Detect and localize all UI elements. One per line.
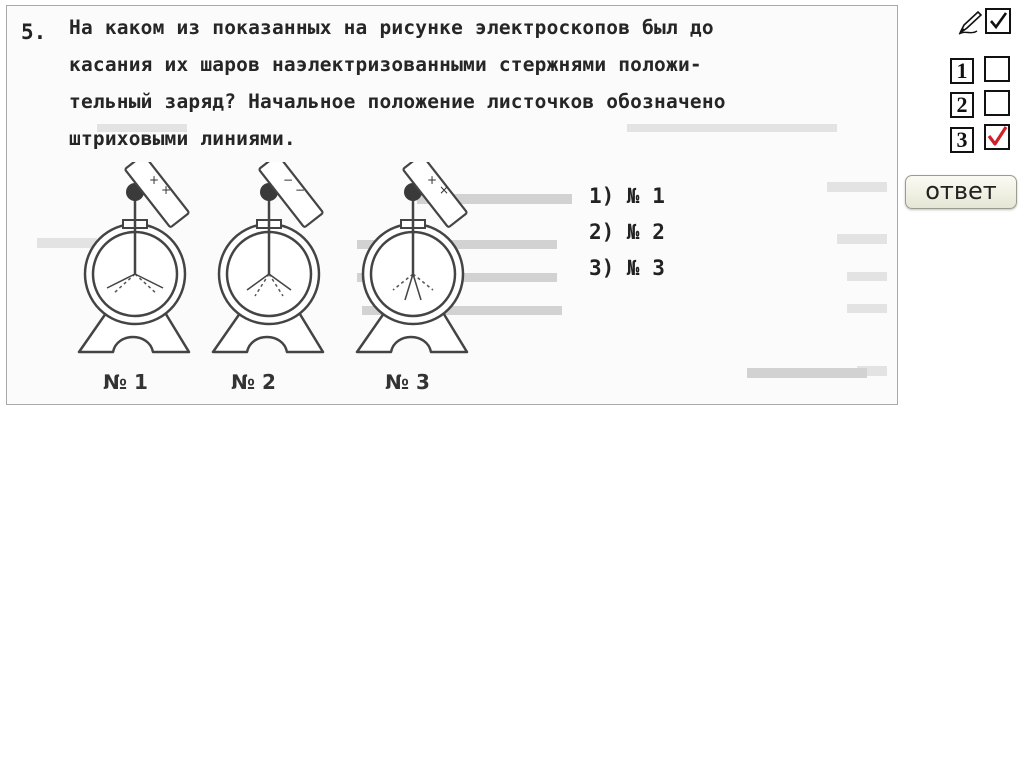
option-1: 1) № 1 — [589, 184, 665, 208]
electroscope-label-2: № 2 — [231, 370, 276, 394]
check-icon — [985, 125, 1009, 149]
option-3: 3) № 3 — [589, 256, 665, 280]
header-checkbox — [985, 8, 1011, 34]
checklist-number-2: 2 — [950, 92, 974, 118]
question-text-line-1: На каком из показанных на рисунке электроскопов был до — [69, 16, 714, 39]
svg-text:×: × — [439, 183, 450, 197]
electroscope-1 — [79, 162, 189, 352]
question-text-line-4: штриховыми линиями. — [69, 127, 296, 150]
check-icon — [987, 10, 1009, 32]
electroscopes-figure — [69, 162, 469, 362]
checklist-checkbox-2[interactable] — [984, 90, 1010, 116]
question-number: 5. — [21, 20, 47, 44]
svg-text:+: + — [161, 183, 172, 197]
pen-icon — [957, 8, 983, 36]
svg-text:+: + — [149, 173, 160, 187]
checklist-number-1: 1 — [950, 58, 974, 84]
electroscope-label-3: № 3 — [385, 370, 430, 394]
svg-text:+: + — [427, 173, 438, 187]
svg-text:−: − — [283, 173, 294, 187]
question-text-line-2: касания их шаров наэлектризованными стержнями положи- — [69, 53, 702, 76]
checklist-number-3: 3 — [950, 127, 974, 153]
checklist-checkbox-1[interactable] — [984, 56, 1010, 82]
electroscope-2 — [213, 162, 323, 352]
svg-text:−: − — [295, 183, 306, 197]
checklist-checkbox-3[interactable] — [984, 124, 1010, 150]
question-text-line-3: тельный заряд? Начальное положение листочков обозначено — [69, 90, 726, 113]
electroscope-label-1: № 1 — [103, 370, 148, 394]
electroscope-3 — [357, 162, 467, 352]
option-2: 2) № 2 — [589, 220, 665, 244]
answer-button[interactable]: ответ — [905, 175, 1017, 209]
answer-options — [589, 178, 665, 286]
question-card — [6, 5, 898, 405]
